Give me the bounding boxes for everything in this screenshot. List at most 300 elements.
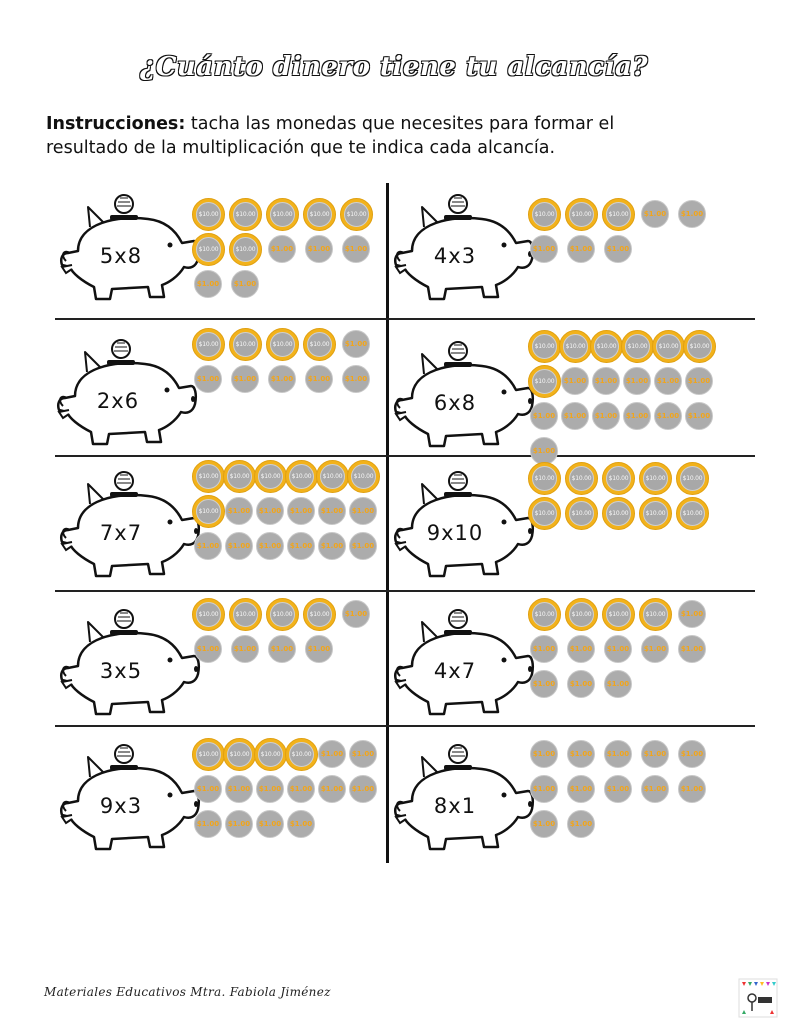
row-divider [55, 455, 755, 457]
coin-value-label: $10.00 [645, 510, 666, 517]
coin-face [532, 602, 557, 627]
coin-value-label: $1.00 [687, 412, 711, 420]
page-title: ¿Cuánto dinero tiene tu alcancía? [139, 52, 649, 82]
coin-value-label: $1.00 [320, 542, 344, 550]
multiplication-problem: 3x5 [99, 659, 143, 683]
coin-face [196, 602, 221, 627]
one-peso-coin[interactable] [641, 635, 669, 663]
ten-peso-coin[interactable] [192, 328, 225, 361]
one-peso-coin[interactable] [567, 810, 595, 838]
one-peso-coin[interactable] [685, 367, 713, 395]
one-peso-coin[interactable] [678, 740, 706, 768]
coin-value-label: $1.00 [680, 750, 704, 758]
piggy-bank-icon [392, 340, 542, 450]
one-peso-coin[interactable] [604, 775, 632, 803]
coin-value-label: $1.00 [344, 245, 368, 253]
ten-peso-coin[interactable] [266, 328, 299, 361]
coin-face [606, 466, 631, 491]
one-peso-coin[interactable] [194, 775, 222, 803]
coin-value-label: $10.00 [689, 343, 710, 350]
one-peso-coin[interactable] [567, 635, 595, 663]
coin-face [656, 334, 681, 359]
coin-face [196, 464, 221, 489]
coin-face [258, 742, 283, 767]
coin-face [320, 464, 345, 489]
ten-peso-coin[interactable] [528, 598, 561, 631]
one-peso-coin[interactable] [231, 365, 259, 393]
coin-value-label: $1.00 [196, 785, 220, 793]
coin-value-label: $1.00 [307, 645, 331, 653]
ten-peso-coin[interactable] [676, 462, 709, 495]
coin-face [569, 202, 594, 227]
one-peso-coin[interactable] [318, 775, 346, 803]
coin-value-label: $10.00 [198, 246, 219, 253]
coin-value-label: $1.00 [196, 375, 220, 383]
coin-value-label: $10.00 [229, 751, 250, 758]
coin-value-label: $1.00 [289, 542, 313, 550]
one-peso-coin[interactable] [685, 402, 713, 430]
ten-peso-coin[interactable] [528, 497, 561, 530]
coin-face [227, 464, 252, 489]
one-peso-coin[interactable] [349, 532, 377, 560]
one-peso-coin[interactable] [342, 600, 370, 628]
one-peso-coin[interactable] [256, 775, 284, 803]
coin-value-label: $1.00 [344, 340, 368, 348]
coin-face [227, 742, 252, 767]
one-peso-coin[interactable] [256, 497, 284, 525]
piggy-bank-icon [392, 743, 542, 853]
coin-value-label: $10.00 [645, 475, 666, 482]
one-peso-coin[interactable] [305, 635, 333, 663]
piggy-bank-icon [58, 608, 208, 718]
one-peso-coin[interactable] [604, 235, 632, 263]
coin-value-label: $10.00 [534, 611, 555, 618]
one-peso-coin[interactable] [623, 367, 651, 395]
one-peso-coin[interactable] [604, 635, 632, 663]
coin-value-label: $1.00 [606, 750, 630, 758]
one-peso-coin[interactable] [623, 402, 651, 430]
one-peso-coin[interactable] [231, 270, 259, 298]
multiplication-problem: 7x7 [99, 521, 143, 545]
coin-face [344, 202, 369, 227]
coin-value-label: $1.00 [289, 820, 313, 828]
one-peso-coin[interactable] [287, 775, 315, 803]
multiplication-problem: 6x8 [433, 391, 477, 415]
ten-peso-coin[interactable] [559, 330, 592, 363]
coin-value-label: $1.00 [307, 375, 331, 383]
coin-face [196, 202, 221, 227]
coin-value-label: $1.00 [320, 507, 344, 515]
ten-peso-coin[interactable] [565, 198, 598, 231]
coin-value-label: $1.00 [233, 280, 257, 288]
coin-face [606, 501, 631, 526]
coin-value-label: $1.00 [532, 820, 556, 828]
ten-peso-coin[interactable] [192, 598, 225, 631]
coin-value-label: $1.00 [258, 820, 282, 828]
coin-value-label: $1.00 [227, 785, 251, 793]
one-peso-coin[interactable] [530, 635, 558, 663]
coin-face [532, 334, 557, 359]
coin-value-label: $1.00 [569, 680, 593, 688]
coin-face [563, 334, 588, 359]
piggy-bank-icon [392, 470, 542, 580]
ten-peso-coin[interactable] [528, 330, 561, 363]
ten-peso-coin[interactable] [266, 198, 299, 231]
coin-value-label: $1.00 [532, 750, 556, 758]
piggy-bank-icon [392, 193, 542, 303]
coin-value-label: $1.00 [351, 750, 375, 758]
coin-value-label: $10.00 [235, 611, 256, 618]
coin-value-label: $1.00 [680, 210, 704, 218]
coin-value-label: $10.00 [229, 473, 250, 480]
coin-value-label: $10.00 [198, 611, 219, 618]
row-divider [55, 590, 755, 592]
ten-peso-coin[interactable] [602, 598, 635, 631]
ten-peso-coin[interactable] [192, 233, 225, 266]
coin-face [307, 202, 332, 227]
coin-value-label: $1.00 [563, 412, 587, 420]
one-peso-coin[interactable] [231, 635, 259, 663]
coin-face [625, 334, 650, 359]
coin-value-label: $1.00 [680, 610, 704, 618]
one-peso-coin[interactable] [567, 740, 595, 768]
footer-credit: Materiales Educativos Mtra. Fabiola Jiménez [44, 985, 331, 999]
one-peso-coin[interactable] [342, 365, 370, 393]
one-peso-coin[interactable] [530, 402, 558, 430]
one-peso-coin[interactable] [349, 775, 377, 803]
ten-peso-coin[interactable] [652, 330, 685, 363]
one-peso-coin[interactable] [268, 235, 296, 263]
coin-value-label: $1.00 [196, 820, 220, 828]
coin-value-label: $10.00 [534, 510, 555, 517]
coin-face [233, 202, 258, 227]
coin-value-label: $1.00 [606, 245, 630, 253]
one-peso-coin[interactable] [287, 532, 315, 560]
coin-face [532, 369, 557, 394]
one-peso-coin[interactable] [530, 775, 558, 803]
one-peso-coin[interactable] [567, 235, 595, 263]
one-peso-coin[interactable] [305, 365, 333, 393]
coin-face [569, 602, 594, 627]
coin-value-label: $10.00 [571, 611, 592, 618]
coin-value-label: $10.00 [291, 473, 312, 480]
multiplication-problem: 4x3 [433, 244, 477, 268]
coin-face [643, 466, 668, 491]
coin-face [196, 237, 221, 262]
one-peso-coin[interactable] [225, 497, 253, 525]
coin-value-label: $10.00 [291, 751, 312, 758]
ten-peso-coin[interactable] [254, 738, 287, 771]
ten-peso-coin[interactable] [285, 460, 318, 493]
coin-value-label: $1.00 [351, 542, 375, 550]
coin-value-label: $1.00 [569, 645, 593, 653]
one-peso-coin[interactable] [349, 740, 377, 768]
one-peso-coin[interactable] [268, 635, 296, 663]
coin-value-label: $10.00 [658, 343, 679, 350]
ten-peso-coin[interactable] [266, 598, 299, 631]
ten-peso-coin[interactable] [602, 198, 635, 231]
coin-value-label: $1.00 [643, 785, 667, 793]
coin-value-label: $10.00 [198, 751, 219, 758]
multiplication-problem: 4x7 [433, 659, 477, 683]
one-peso-coin[interactable] [318, 532, 346, 560]
coin-value-label: $10.00 [272, 211, 293, 218]
coin-value-label: $1.00 [258, 507, 282, 515]
coin-value-label: $1.00 [344, 610, 368, 618]
multiplication-problem: 9x3 [99, 794, 143, 818]
coin-value-label: $1.00 [320, 785, 344, 793]
one-peso-coin[interactable] [194, 270, 222, 298]
coin-value-label: $1.00 [625, 412, 649, 420]
coin-value-label: $1.00 [643, 645, 667, 653]
coin-value-label: $1.00 [233, 375, 257, 383]
coin-face [643, 602, 668, 627]
ten-peso-coin[interactable] [528, 462, 561, 495]
coin-value-label: $1.00 [307, 245, 331, 253]
coin-value-label: $1.00 [532, 785, 556, 793]
one-peso-coin[interactable] [268, 365, 296, 393]
ten-peso-coin[interactable] [590, 330, 623, 363]
coin-value-label: $10.00 [571, 211, 592, 218]
coin-value-label: $10.00 [565, 343, 586, 350]
coin-value-label: $1.00 [569, 820, 593, 828]
coin-value-label: $1.00 [656, 377, 680, 385]
coin-value-label: $1.00 [594, 412, 618, 420]
coin-value-label: $1.00 [270, 645, 294, 653]
coin-face [233, 237, 258, 262]
coin-face [594, 334, 619, 359]
one-peso-coin[interactable] [256, 532, 284, 560]
coin-value-label: $1.00 [569, 750, 593, 758]
coin-value-label: $1.00 [227, 542, 251, 550]
ten-peso-coin[interactable] [639, 598, 672, 631]
one-peso-coin[interactable] [287, 810, 315, 838]
one-peso-coin[interactable] [654, 402, 682, 430]
ten-peso-coin[interactable] [229, 598, 262, 631]
coin-value-label: $10.00 [534, 211, 555, 218]
coin-value-label: $1.00 [196, 280, 220, 288]
coin-value-label: $1.00 [532, 447, 556, 455]
coin-value-label: $10.00 [198, 473, 219, 480]
ten-peso-coin[interactable] [229, 328, 262, 361]
one-peso-coin[interactable] [530, 810, 558, 838]
ten-peso-coin[interactable] [192, 738, 225, 771]
coin-face [569, 501, 594, 526]
coin-face [233, 602, 258, 627]
ten-peso-coin[interactable] [223, 738, 256, 771]
one-peso-coin[interactable] [567, 775, 595, 803]
coin-face [258, 464, 283, 489]
one-peso-coin[interactable] [305, 235, 333, 263]
coin-face [270, 602, 295, 627]
coin-face [680, 501, 705, 526]
coin-face [289, 464, 314, 489]
one-peso-coin[interactable] [561, 402, 589, 430]
one-peso-coin[interactable] [318, 497, 346, 525]
coin-value-label: $1.00 [606, 785, 630, 793]
row-divider [55, 725, 755, 727]
coin-face [351, 464, 376, 489]
ten-peso-coin[interactable] [229, 198, 262, 231]
coin-value-label: $1.00 [687, 377, 711, 385]
coin-face [289, 742, 314, 767]
one-peso-coin[interactable] [654, 367, 682, 395]
one-peso-coin[interactable] [678, 775, 706, 803]
multiplication-problem: 9x10 [426, 521, 484, 545]
one-peso-coin[interactable] [194, 532, 222, 560]
one-peso-coin[interactable] [225, 775, 253, 803]
coin-value-label: $1.00 [594, 377, 618, 385]
ten-peso-coin[interactable] [303, 598, 336, 631]
ten-peso-coin[interactable] [192, 495, 225, 528]
ten-peso-coin[interactable] [347, 460, 380, 493]
ten-peso-coin[interactable] [565, 598, 598, 631]
one-peso-coin[interactable] [678, 200, 706, 228]
coin-face [233, 332, 258, 357]
ten-peso-coin[interactable] [223, 460, 256, 493]
one-peso-coin[interactable] [318, 740, 346, 768]
one-peso-coin[interactable] [641, 775, 669, 803]
coin-value-label: $1.00 [532, 645, 556, 653]
coin-value-label: $1.00 [532, 412, 556, 420]
ten-peso-coin[interactable] [602, 462, 635, 495]
coin-value-label: $1.00 [270, 245, 294, 253]
coin-face [196, 332, 221, 357]
coin-value-label: $1.00 [625, 377, 649, 385]
coin-value-label: $10.00 [596, 343, 617, 350]
one-peso-coin[interactable] [561, 367, 589, 395]
one-peso-coin[interactable] [530, 437, 558, 465]
ten-peso-coin[interactable] [303, 328, 336, 361]
one-peso-coin[interactable] [641, 200, 669, 228]
one-peso-coin[interactable] [592, 402, 620, 430]
coin-value-label: $10.00 [534, 378, 555, 385]
coin-value-label: $10.00 [235, 341, 256, 348]
ten-peso-coin[interactable] [316, 460, 349, 493]
coin-value-label: $10.00 [608, 510, 629, 517]
coin-face [687, 334, 712, 359]
ten-peso-coin[interactable] [229, 233, 262, 266]
coin-value-label: $10.00 [682, 510, 703, 517]
coin-face [643, 501, 668, 526]
ten-peso-coin[interactable] [602, 497, 635, 530]
piggy-bank-icon [55, 338, 205, 448]
one-peso-coin[interactable] [604, 740, 632, 768]
coin-value-label: $10.00 [353, 473, 374, 480]
ten-peso-coin[interactable] [192, 460, 225, 493]
instructions-label: Instrucciones: [46, 114, 186, 134]
coin-value-label: $10.00 [571, 475, 592, 482]
coin-value-label: $1.00 [270, 375, 294, 383]
coin-face [680, 466, 705, 491]
one-peso-coin[interactable] [641, 740, 669, 768]
coin-value-label: $10.00 [608, 611, 629, 618]
coin-face [196, 499, 221, 524]
coin-value-label: $1.00 [680, 645, 704, 653]
coin-value-label: $10.00 [322, 473, 343, 480]
coin-value-label: $10.00 [235, 211, 256, 218]
coin-value-label: $10.00 [608, 475, 629, 482]
one-peso-coin[interactable] [225, 810, 253, 838]
ten-peso-coin[interactable] [565, 497, 598, 530]
coin-face [532, 501, 557, 526]
coin-value-label: $1.00 [196, 542, 220, 550]
one-peso-coin[interactable] [567, 670, 595, 698]
coin-value-label: $1.00 [656, 412, 680, 420]
row-divider [55, 318, 755, 320]
ten-peso-coin[interactable] [565, 462, 598, 495]
ten-peso-coin[interactable] [192, 198, 225, 231]
coin-value-label: $10.00 [198, 341, 219, 348]
one-peso-coin[interactable] [256, 810, 284, 838]
coin-value-label: $1.00 [227, 820, 251, 828]
coin-value-label: $10.00 [645, 611, 666, 618]
piggy-bank-icon [58, 743, 208, 853]
one-peso-coin[interactable] [530, 740, 558, 768]
coin-value-label: $1.00 [227, 507, 251, 515]
one-peso-coin[interactable] [592, 367, 620, 395]
coin-value-label: $10.00 [272, 341, 293, 348]
coin-value-label: $10.00 [198, 211, 219, 218]
ten-peso-coin[interactable] [254, 460, 287, 493]
coin-value-label: $1.00 [351, 507, 375, 515]
coin-value-label: $1.00 [569, 245, 593, 253]
piggy-bank-icon [58, 193, 208, 303]
ten-peso-coin[interactable] [639, 497, 672, 530]
one-peso-coin[interactable] [225, 532, 253, 560]
coin-value-label: $1.00 [289, 785, 313, 793]
one-peso-coin[interactable] [349, 497, 377, 525]
coin-value-label: $10.00 [260, 751, 281, 758]
ten-peso-coin[interactable] [285, 738, 318, 771]
coin-value-label: $10.00 [534, 475, 555, 482]
piggy-bank-icon [58, 470, 208, 580]
coin-face [270, 202, 295, 227]
one-peso-coin[interactable] [530, 670, 558, 698]
one-peso-coin[interactable] [194, 365, 222, 393]
coin-value-label: $1.00 [606, 645, 630, 653]
ten-peso-coin[interactable] [528, 198, 561, 231]
one-peso-coin[interactable] [530, 235, 558, 263]
ten-peso-coin[interactable] [621, 330, 654, 363]
one-peso-coin[interactable] [342, 235, 370, 263]
one-peso-coin[interactable] [604, 670, 632, 698]
one-peso-coin[interactable] [342, 330, 370, 358]
coin-value-label: $10.00 [198, 508, 219, 515]
ten-peso-coin[interactable] [676, 497, 709, 530]
ten-peso-coin[interactable] [639, 462, 672, 495]
one-peso-coin[interactable] [287, 497, 315, 525]
one-peso-coin[interactable] [194, 635, 222, 663]
ten-peso-coin[interactable] [683, 330, 716, 363]
coin-value-label: $10.00 [346, 211, 367, 218]
one-peso-coin[interactable] [678, 635, 706, 663]
coin-value-label: $10.00 [534, 343, 555, 350]
piggy-bank-icon [392, 608, 542, 718]
coin-value-label: $10.00 [627, 343, 648, 350]
column-divider [386, 183, 389, 863]
coin-value-label: $1.00 [680, 785, 704, 793]
ten-peso-coin[interactable] [528, 365, 561, 398]
one-peso-coin[interactable] [194, 810, 222, 838]
coin-value-label: $1.00 [320, 750, 344, 758]
one-peso-coin[interactable] [678, 600, 706, 628]
coin-value-label: $1.00 [233, 645, 257, 653]
ten-peso-coin[interactable] [340, 198, 373, 231]
ten-peso-coin[interactable] [303, 198, 336, 231]
coin-value-label: $10.00 [571, 510, 592, 517]
coin-face [606, 602, 631, 627]
